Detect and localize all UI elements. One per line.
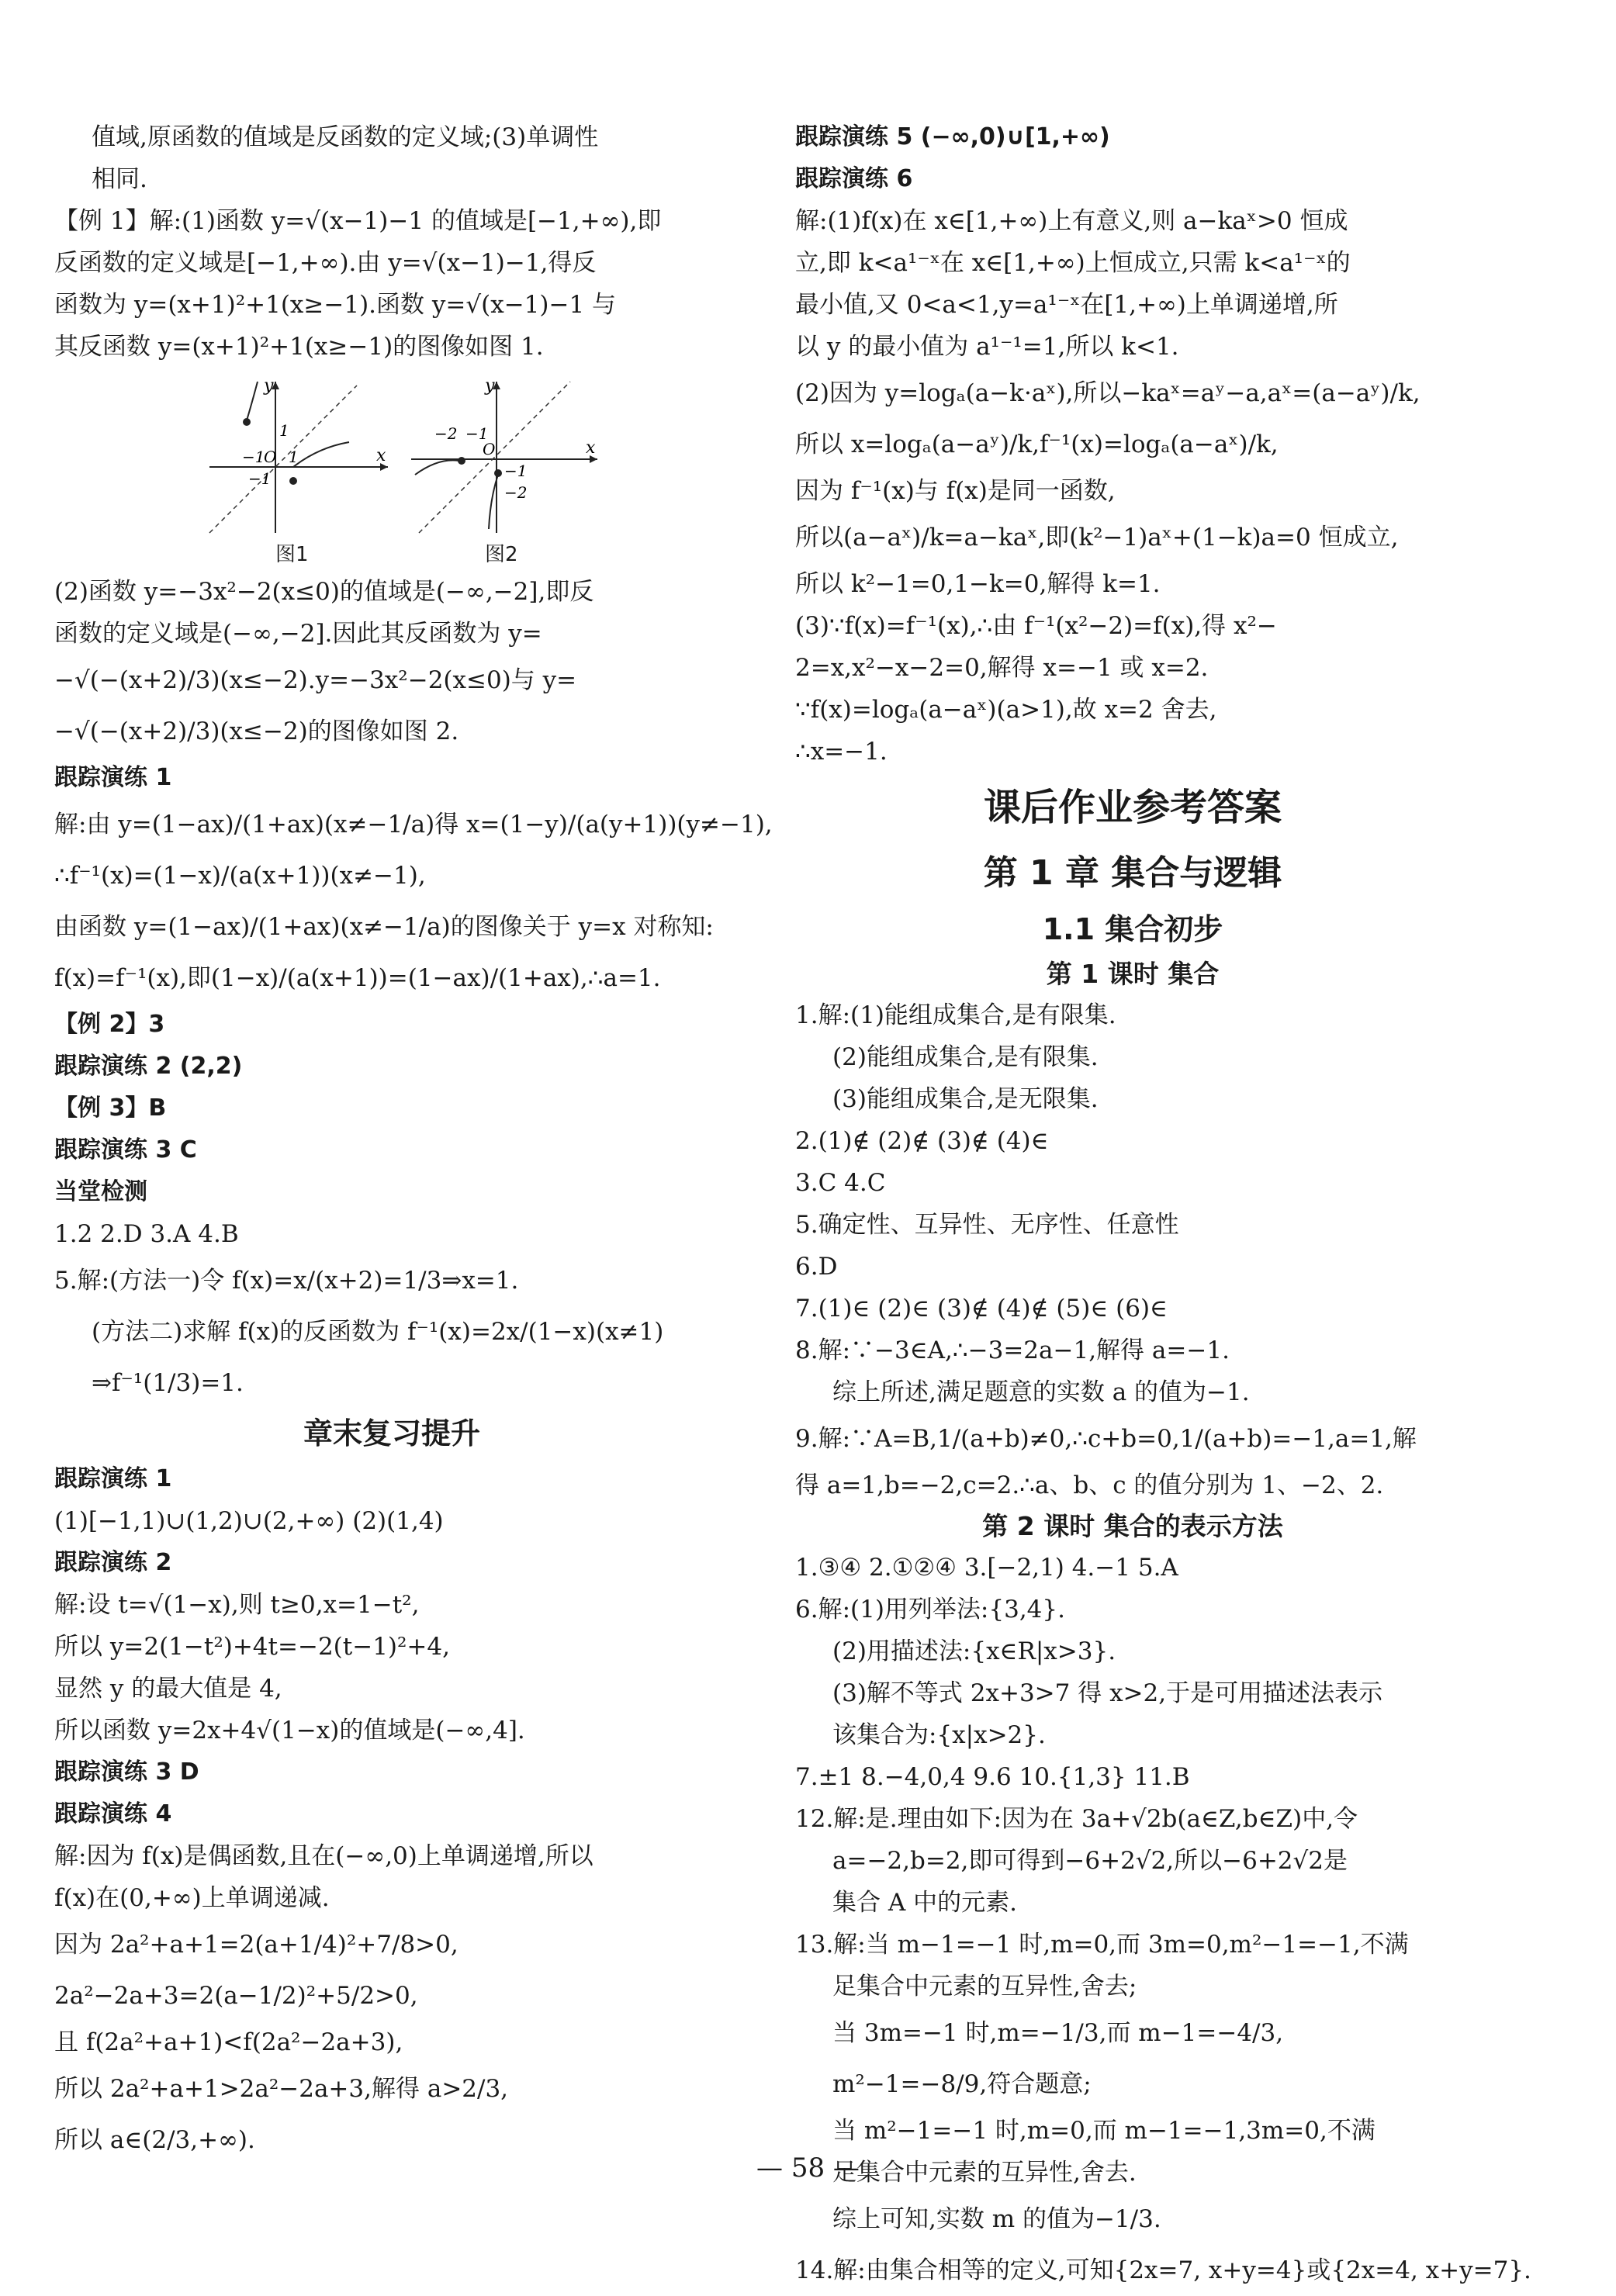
text-line: 13.解:当 m−1=−1 时,m=0,而 3m=0,m²−1=−1,不满	[795, 1931, 1409, 1959]
lesson-title: 第 2 课时 集合的表示方法	[982, 1511, 1283, 1541]
page-number: — 58 —	[756, 2152, 860, 2184]
text-line: ∵f(x)=logₐ(a−aˣ)(a>1),故 x=2 舍去,	[795, 696, 1217, 724]
text-line: 解:设 t=√(1−x),则 t≥0,x=1−t²,	[54, 1591, 420, 1619]
fig2-label-origin: O	[483, 440, 496, 458]
text-line: 8.解:∵−3∈A,∴−3=2a−1,解得 a=−1.	[795, 1336, 1230, 1364]
right-column	[795, 116, 1531, 2296]
fig2-label-x: x	[586, 438, 596, 458]
section-heading: 跟踪演练 6	[795, 165, 913, 192]
fig2-label: −2	[504, 483, 528, 502]
example-2-answer: 【例 2】3	[54, 1011, 165, 1038]
text-line: (3)∵f(x)=f⁻¹(x),∴由 f⁻¹(x²−2)=f(x),得 x²−	[795, 612, 1277, 640]
text-line: 集合 A 中的元素.	[832, 1889, 1017, 1917]
text-line: (2)函数 y=−3x²−2(x≤0)的值域是(−∞,−2],即反	[54, 578, 594, 606]
text-line: 解:(1)f(x)在 x∈[1,+∞)上有意义,则 a−kaˣ>0 恒成	[795, 207, 1348, 235]
text-line: 最小值,又 0<a<1,y=a¹⁻ˣ在[1,+∞)上单调递增,所	[795, 291, 1338, 319]
section-heading: 跟踪演练 2	[54, 1549, 172, 1576]
text-line: (2)用描述法:{x∈R|x>3}.	[832, 1637, 1116, 1665]
text-line: 相同.	[92, 165, 147, 193]
text-line: 当 3m=−1 时,m=−1/3,而 m−1=−4/3,	[832, 2019, 1284, 2047]
text-line: 函数为 y=(x+1)²+1(x≥−1).函数 y=√(x−1)−1 与	[54, 291, 617, 319]
section-heading: 跟踪演练 3 D	[54, 1758, 199, 1786]
example-1-line: 【例 1】解:(1)函数 y=√(x−1)−1 的值域是[−1,+∞),即	[54, 207, 662, 235]
text-line: f(x)在(0,+∞)上单调递减.	[54, 1884, 330, 1912]
text-line: 解:因为 f(x)是偶函数,且在(−∞,0)上单调递增,所以	[54, 1842, 593, 1870]
text-line: 1.解:(1)能组成集合,是有限集.	[795, 1001, 1116, 1029]
text-line: 所以 2a²+a+1>2a²−2a+3,解得 a>2/3,	[54, 2075, 509, 2103]
text-line: m²−1=−8/9,符合题意;	[832, 2070, 1092, 2098]
text-line: 反函数的定义域是[−1,+∞).由 y=√(x−1)−1,得反	[54, 249, 597, 277]
homework-answers-title: 课后作业参考答案	[983, 786, 1282, 829]
text-line: 以 y 的最小值为 a¹⁻¹=1,所以 k<1.	[795, 333, 1179, 361]
text-line: 14.解:由集合相等的定义,可知{2x=7, x+y=4}或{2x=4, x+y=7}.	[795, 2256, 1531, 2284]
figure-1-graph	[202, 374, 396, 537]
text-line: 所以(a−aˣ)/k=a−kaˣ,即(k²−1)aˣ+(1−k)a=0 恒成立,	[795, 524, 1399, 552]
text-line: 因为 2a²+a+1=2(a+1/4)²+7/8>0,	[54, 1931, 459, 1959]
text-line: ⇒f⁻¹(1/3)=1.	[92, 1369, 244, 1397]
text-line: (3)能组成集合,是无限集.	[832, 1085, 1099, 1113]
text-line: ∴x=−1.	[795, 738, 888, 766]
text-line: 解:由 y=(1−ax)/(1+ax)(x≠−1/a)得 x=(1−y)/(a(y+1))(y≠−1),	[54, 811, 773, 839]
text-line: −√(−(x+2)/3)(x≤−2)的图像如图 2.	[54, 718, 459, 745]
text-line: 且 f(2a²+a+1)<f(2a²−2a+3),	[54, 2028, 403, 2056]
text-line: 2.(1)∉ (2)∉ (3)∉ (4)∈	[795, 1127, 1049, 1155]
text-line: 所以 x=logₐ(a−aʸ)/k,f⁻¹(x)=logₐ(a−aˣ)/k,	[795, 430, 1279, 458]
practice-2-answer: 跟踪演练 2 (2,2)	[54, 1053, 243, 1080]
fig1-label: −1	[242, 448, 265, 466]
text-line: 所以 a∈(2/3,+∞).	[54, 2126, 255, 2154]
text-line: 由函数 y=(1−ax)/(1+ax)(x≠−1/a)的图像关于 y=x 对称知:	[54, 913, 714, 941]
text-line: 综上所述,满足题意的实数 a 的值为−1.	[832, 1378, 1250, 1406]
figure-2-caption: 图2	[485, 543, 518, 566]
section-heading: 跟踪演练 4	[54, 1800, 172, 1827]
figure-1-caption: 图1	[275, 543, 309, 566]
text-line: 3.C 4.C	[795, 1169, 886, 1197]
text-line: 7.(1)∈ (2)∈ (3)∉ (4)∉ (5)∈ (6)∈	[795, 1295, 1168, 1323]
text-line: 函数的定义域是(−∞,−2].因此其反函数为 y=	[54, 620, 542, 648]
section-heading: 跟踪演练 1	[54, 764, 172, 791]
section-heading: 跟踪演练 1	[54, 1465, 172, 1492]
figure-1	[202, 374, 396, 566]
figure-2	[403, 374, 605, 566]
text-line: 5.确定性、互异性、无序性、任意性	[795, 1211, 1179, 1239]
text-line: (1)[−1,1)∪(1,2)∪(2,+∞) (2)(1,4)	[54, 1507, 444, 1535]
chapter-review-heading: 章末复习提升	[303, 1416, 480, 1451]
text-line: 9.解:∵A=B,1/(a+b)≠0,∴c+b=0,1/(a+b)=−1,a=1,解	[795, 1425, 1417, 1453]
text-line: f(x)=f⁻¹(x),即(1−x)/(a(x+1))=(1−ax)/(1+ax),∴a=1.	[54, 964, 661, 992]
lesson-title: 第 1 课时 集合	[1046, 959, 1220, 989]
text-line: 显然 y 的最大值是 4,	[54, 1675, 282, 1703]
text-line: 2a²−2a+3=2(a−1/2)²+5/2>0,	[54, 1982, 418, 2010]
figures-row	[54, 374, 729, 568]
fig2-label: −1	[465, 424, 489, 443]
text-line: 该集合为:{x|x>2}.	[832, 1721, 1046, 1749]
fig1-label-y: y	[264, 376, 274, 396]
example-3-answer: 【例 3】B	[54, 1094, 167, 1122]
fig1-label-x: x	[376, 446, 386, 465]
chapter-title: 第 1 章 集合与逻辑	[983, 853, 1282, 893]
text-line: 足集合中元素的互异性,舍去;	[832, 1973, 1137, 2000]
text-line: 2=x,x²−x−2=0,解得 x=−1 或 x=2.	[795, 654, 1209, 682]
text-line: (2)能组成集合,是有限集.	[832, 1043, 1099, 1071]
text-line: 得 a=1,b=−2,c=2.∴a、b、c 的值分别为 1、−2、2.	[795, 1471, 1384, 1499]
text-line: (3)解不等式 2x+3>7 得 x>2,于是可用描述法表示	[832, 1679, 1383, 1707]
text-line: 1.2 2.D 3.A 4.B	[54, 1220, 239, 1248]
section-heading: 当堂检测	[54, 1178, 147, 1205]
fig1-label-origin: O	[264, 448, 277, 466]
text-line: −√(−(x+2)/3)(x≤−2).y=−3x²−2(x≤0)与 y=	[54, 666, 577, 694]
text-line: 立,即 k<a¹⁻ˣ在 x∈[1,+∞)上恒成立,只需 k<a¹⁻ˣ的	[795, 249, 1351, 277]
text-line: (2)因为 y=logₐ(a−k·aˣ),所以−kaˣ=aʸ−a,aˣ=(a−aʸ)/k,	[795, 379, 1420, 407]
text-line: ∴f⁻¹(x)=(1−x)/(a(x+1))(x≠−1),	[54, 862, 426, 890]
practice-3-answer: 跟踪演练 3 C	[54, 1136, 197, 1164]
fig1-label: 1	[289, 448, 299, 466]
left-column	[54, 116, 773, 2166]
text-line: 其反函数 y=(x+1)²+1(x≥−1)的图像如图 1.	[54, 333, 544, 361]
text-line: 1.③④ 2.①②④ 3.[−2,1) 4.−1 5.A	[795, 1554, 1178, 1582]
text-line: 足集合中元素的互异性,舍去.	[832, 2159, 1137, 2187]
text-line: 值域,原函数的值域是反函数的定义域;(3)单调性	[92, 123, 599, 151]
text-line: 所以 y=2(1−t²)+4t=−2(t−1)²+4,	[54, 1633, 450, 1661]
text-line: 所以函数 y=2x+4√(1−x)的值域是(−∞,4].	[54, 1717, 525, 1744]
fig2-label-y: y	[485, 376, 495, 396]
text-line: 因为 f⁻¹(x)与 f(x)是同一函数,	[795, 477, 1116, 505]
fig1-label: −1	[248, 469, 272, 488]
text-line: 12.解:是.理由如下:因为在 3a+√2b(a∈Z,b∈Z)中,令	[795, 1805, 1358, 1833]
fig2-label: −2	[434, 424, 458, 443]
text-line: 所以 k²−1=0,1−k=0,解得 k=1.	[795, 570, 1161, 598]
fig2-label: −1	[504, 462, 528, 480]
text-line: 6.D	[795, 1253, 838, 1281]
practice-5-answer: 跟踪演练 5 (−∞,0)∪[1,+∞)	[795, 123, 1110, 150]
figure-2-graph	[403, 374, 605, 537]
text-line: 综上可知,实数 m 的值为−1/3.	[832, 2205, 1161, 2233]
text-line: 当 m²−1=−1 时,m=0,而 m−1=−1,3m=0,不满	[832, 2117, 1376, 2145]
text-line: 6.解:(1)用列举法:{3,4}.	[795, 1596, 1065, 1623]
fig1-label: 1	[279, 421, 289, 440]
text-line: (方法二)求解 f(x)的反函数为 f⁻¹(x)=2x/(1−x)(x≠1)	[92, 1318, 664, 1346]
text-line: a=−2,b=2,即可得到−6+2√2,所以−6+2√2是	[832, 1847, 1348, 1875]
text-line: 7.±1 8.−4,0,4 9.6 10.{1,3} 11.B	[795, 1763, 1190, 1791]
text-line: 5.解:(方法一)令 f(x)=x/(x+2)=1/3⇒x=1.	[54, 1267, 519, 1295]
section-title: 1.1 集合初步	[1042, 912, 1223, 946]
